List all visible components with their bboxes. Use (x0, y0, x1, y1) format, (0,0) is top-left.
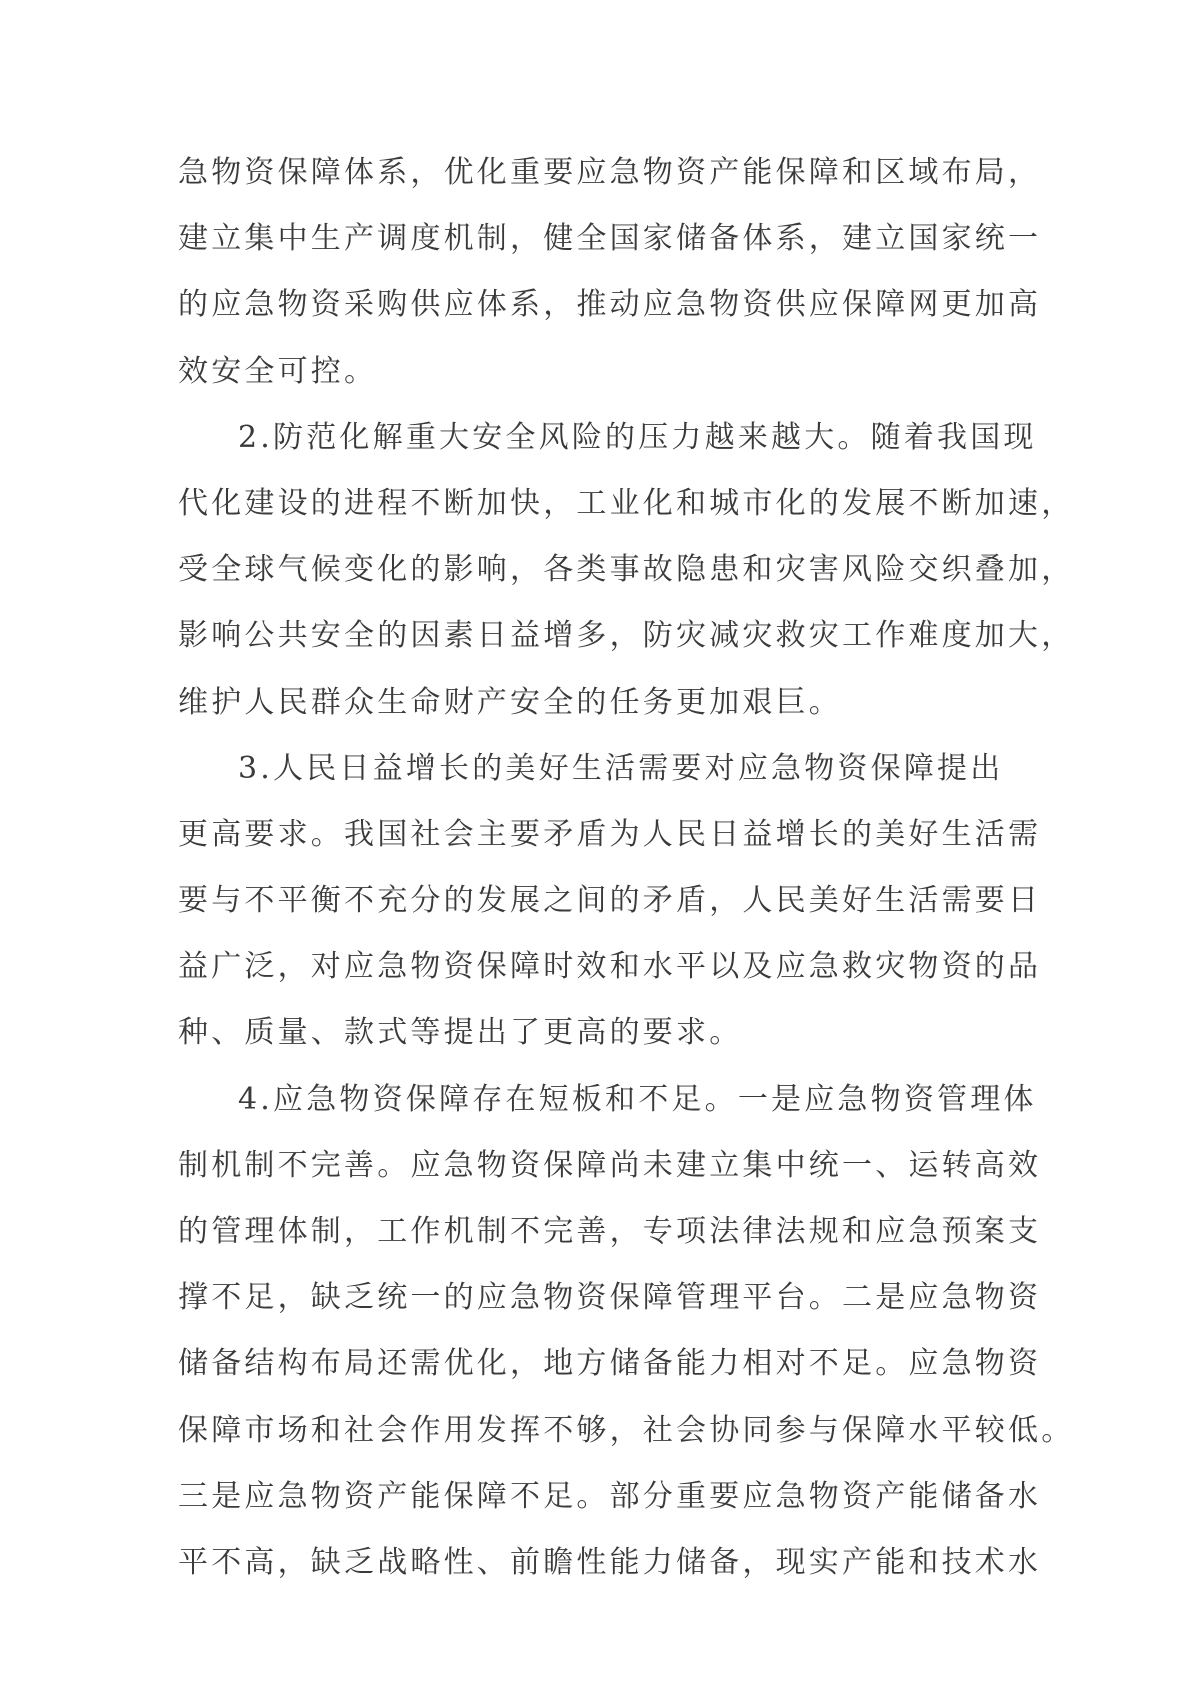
text-line: 的管理体制，工作机制不完善，专项法律法规和应急预案支 (178, 1214, 1042, 1249)
text-line: 平不高，缺乏战略性、前瞻性能力储备，现实产能和技术水 (178, 1544, 1042, 1580)
text-line: 急物资保障体系，优化重要应急物资产能保障和区域布局， (178, 155, 1042, 190)
paragraph-3-first-line: 3.人民日益增长的美好生活需要对应急物资保障提出 (238, 750, 1004, 786)
text-line: 保障市场和社会作用发挥不够，社会协同参与保障水平较低。 (178, 1412, 1075, 1448)
text-line: 制机制不完善。应急物资保障尚未建立集中统一、运转高效 (178, 1147, 1042, 1183)
text-line: 种、质量、款式等提出了更高的要求。 (178, 1015, 743, 1051)
text-line: 维护人民群众生命财产安全的任务更加艰巨。 (178, 684, 842, 720)
text-line: 效安全可控。 (178, 353, 378, 389)
text-line: 益广泛，对应急物资保障时效和水平以及应急救灾物资的品 (178, 949, 1042, 985)
text-line: 的应急物资采购供应体系，推动应急物资供应保障网更加高 (178, 287, 1042, 323)
text-line: 撑不足，缺乏统一的应急物资保障管理平台。二是应急物资 (178, 1280, 1042, 1316)
text-line: 三是应急物资产能保障不足。部分重要应急物资产能储备水 (178, 1478, 1042, 1514)
body-text (178, 140, 1075, 1596)
paragraph-4-first-line: 4.应急物资保障存在短板和不足。一是应急物资管理体 (238, 1081, 1037, 1117)
text-line: 更高要求。我国社会主要矛盾为人民日益增长的美好生活需 (178, 816, 1042, 852)
text-line: 受全球气候变化的影响，各类事故隐患和灾害风险交织叠加， (178, 552, 1075, 588)
text-line: 建立集中生产调度机制，健全国家储备体系，建立国家统一 (178, 221, 1042, 257)
text-line: 要与不平衡不充分的发展之间的矛盾，人民美好生活需要日 (178, 883, 1042, 919)
text-line: 影响公共安全的因素日益增多，防灾减灾救灾工作难度加大， (178, 618, 1075, 654)
text-line: 代化建设的进程不断加快，工业化和城市化的发展不断加速， (178, 485, 1075, 521)
paragraph-2-first-line: 2.防范化解重大安全风险的压力越来越大。随着我国现 (238, 419, 1037, 455)
text-line: 储备结构布局还需优化，地方储备能力相对不足。应急物资 (178, 1346, 1042, 1382)
